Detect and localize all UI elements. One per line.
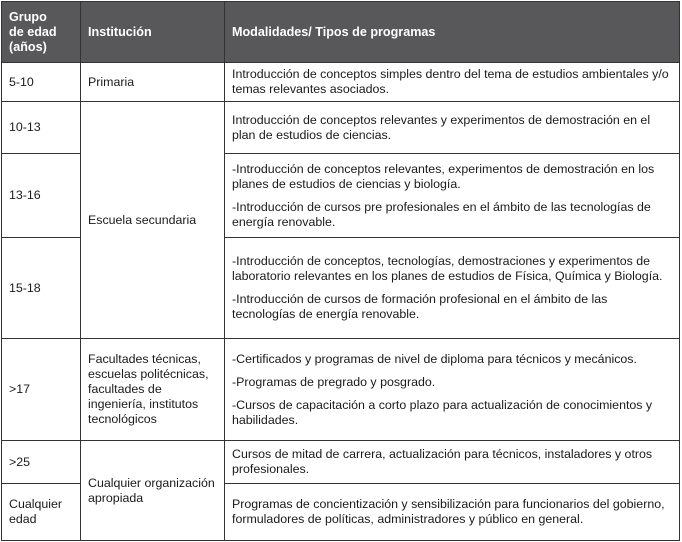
institution-cell: Facultades técnicas, escuelas politécnicas, facultades de ingeniería, institutos tecnológicos	[81, 339, 225, 441]
age-cell: >17	[2, 339, 81, 441]
age-cell: 10-13	[2, 102, 81, 154]
program-text: Cursos de mitad de carrera, actualización para técnicos, instaladores y otros profesionales.	[232, 447, 653, 476]
age-cell: 15-18	[2, 238, 81, 339]
header-modalities: Modalidades/ Tipos de programas	[225, 2, 680, 63]
programs-cell	[225, 238, 680, 339]
program-text: -Introducción de cursos de formación profesional en el ámbito de las tecnologías de energía renovable.	[232, 292, 608, 321]
age-cell: 13-16	[2, 154, 81, 238]
program-text: Programas de concientización y sensibilización para funcionarios del gobierno, formuladores de políticas, administradores y público en general.	[232, 497, 665, 526]
program-text: -Introducción de cursos pre profesionales en el ámbito de las tecnologías de energía renovable.	[232, 199, 651, 229]
table-header-row	[2, 2, 680, 63]
table-row	[2, 102, 680, 154]
header-institution: Institución	[81, 2, 225, 63]
programs-cell	[225, 339, 680, 441]
program-text: -Introducción de conceptos relevantes, experimentos de demostración en los planes de estudios de ciencias y biología.	[232, 161, 655, 191]
institution-cell: Primaria	[81, 63, 225, 102]
program-text: -Introducción de conceptos, tecnologías, demostraciones y experimentos de laboratorio relevantes en los planes de estudios de Física, Química y Biología.	[232, 254, 663, 283]
program-text: Introducción de conceptos relevantes y experimentos de demostración en el plan de estudios de ciencias.	[232, 112, 651, 142]
program-text: -Programas de pregrado y posgrado.	[232, 374, 436, 389]
program-text: -Cursos de capacitación a corto plazo para actualización de conocimientos y habilidades.	[232, 397, 653, 427]
program-text: -Certificados y programas de nivel de diploma para técnicos y mecánicos.	[232, 351, 637, 366]
age-cell: 5-10	[2, 63, 81, 102]
header-age-group: Grupo de edad (años)	[2, 2, 81, 63]
table-row	[2, 63, 680, 102]
education-programs-table	[1, 1, 680, 541]
programs-cell	[225, 63, 680, 102]
institution-cell: Escuela secundaria	[81, 102, 225, 339]
table-row	[2, 441, 680, 484]
age-cell: Cualquier edad	[2, 484, 81, 541]
institution-cell: Cualquier organización apropiada	[81, 441, 225, 541]
programs-cell	[225, 154, 680, 238]
table-row	[2, 339, 680, 441]
programs-cell	[225, 441, 680, 484]
programs-cell	[225, 102, 680, 154]
programs-cell	[225, 484, 680, 541]
age-cell: >25	[2, 441, 81, 484]
program-text: Introducción de conceptos simples dentro del tema de estudios ambientales y/o temas relevantes asociados.	[232, 67, 669, 96]
